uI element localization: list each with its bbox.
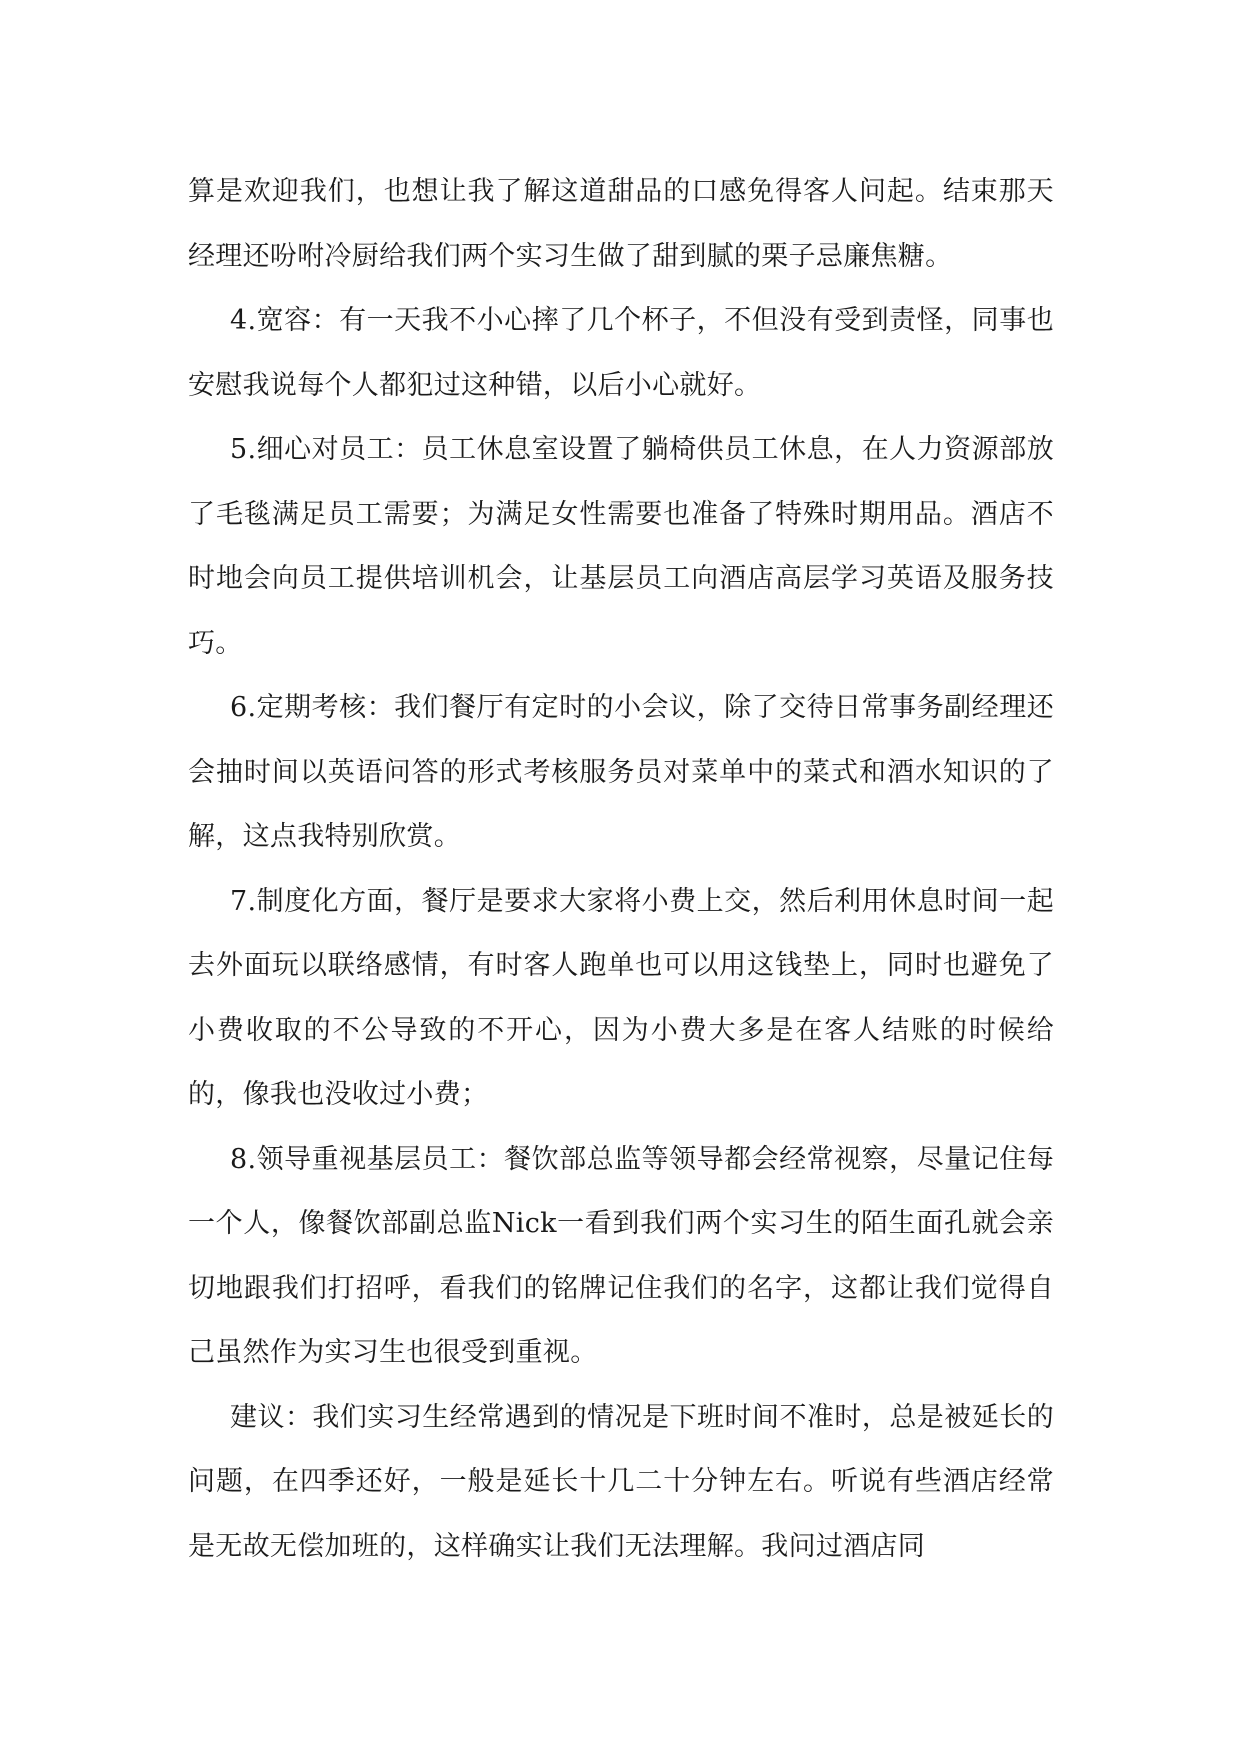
paragraph-item-6: 6.定期考核：我们餐厅有定时的小会议，除了交待日常事务副经理还会抽时间以英语问答的形式考核服务员对菜单中的菜式和酒水知识的了解，这点我特别欣赏。 [188,692,1054,852]
paragraph-item-7: 7.制度化方面，餐厅是要求大家将小费上交，然后利用休息时间一起去外面玩以联络感情，有时客人跑单也可以用这钱垫上，同时也避免了小费收取的不公导致的不开心，因为小费大多是在客人结账的时候给的，像我也没收过小费； [188,885,1054,1110]
paragraph-suggestion: 建议：我们实习生经常遇到的情况是下班时间不准时，总是被延长的问题，在四季还好，一般是延长十几二十分钟左右。听说有些酒店经常是无故无偿加班的，这样确实让我们无法理解。我问过酒店同 [188,1401,1054,1562]
paragraph-item-4: 4.宽容：有一天我不小心摔了几个杯子，不但没有受到责怪，同事也安慰我说每个人都犯过这种错，以后小心就好。 [188,305,1054,401]
paragraph-item-8: 8.领导重视基层员工：餐饮部总监等领导都会经常视察，尽量记住每一个人，像餐饮部副总监Nick一看到我们两个实习生的陌生面孔就会亲切地跟我们打招呼，看我们的铭牌记住我们的名字，这都让我们觉得自己虽然作为实习生也很受到重视。 [188,1143,1054,1368]
document-body [188,160,1054,1579]
paragraph-continuation: 算是欢迎我们，也想让我了解这道甜品的口感免得客人问起。结束那天经理还吩咐冷厨给我们两个实习生做了甜到腻的栗子忌廉焦糖。 [188,176,1054,272]
paragraph-item-5: 5.细心对员工：员工休息室设置了躺椅供员工休息，在人力资源部放了毛毯满足员工需要；为满足女性需要也准备了特殊时期用品。酒店不时地会向员工提供培训机会，让基层员工向酒店高层学习英语及服务技巧。 [188,434,1054,659]
